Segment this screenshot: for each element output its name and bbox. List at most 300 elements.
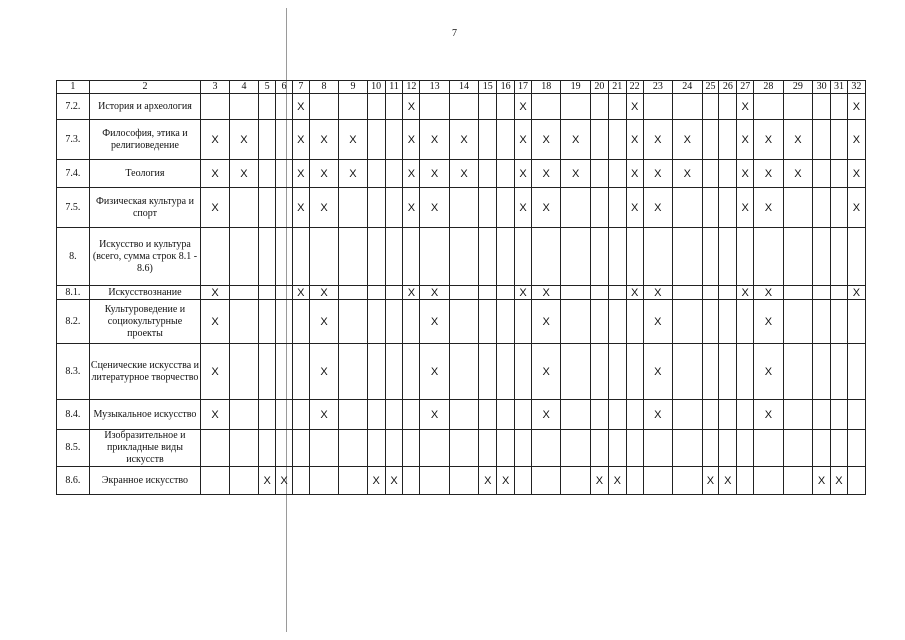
- mark-cell: [702, 300, 719, 344]
- mark-cell: [497, 344, 515, 400]
- mark-cell: [276, 300, 293, 344]
- mark-cell: X: [626, 188, 643, 228]
- mark-cell: X: [590, 467, 608, 495]
- mark-cell: [292, 400, 309, 430]
- mark-cell: [673, 300, 702, 344]
- mark-cell: [831, 94, 848, 120]
- mark-cell: X: [847, 120, 865, 160]
- mark-cell: [608, 228, 626, 286]
- mark-cell: X: [449, 120, 478, 160]
- row-name: История и археология: [89, 94, 201, 120]
- mark-cell: [847, 467, 865, 495]
- mark-cell: [702, 120, 719, 160]
- mark-cell: X: [673, 160, 702, 188]
- mark-cell: [479, 430, 497, 467]
- mark-cell: X: [420, 160, 449, 188]
- mark-cell: X: [754, 300, 783, 344]
- mark-cell: [813, 286, 831, 300]
- row-number: 7.2.: [57, 94, 90, 120]
- mark-cell: [385, 228, 403, 286]
- mark-cell: [229, 467, 258, 495]
- mark-cell: [403, 400, 420, 430]
- mark-cell: [719, 160, 737, 188]
- mark-cell: X: [719, 467, 737, 495]
- column-number: 12: [403, 81, 420, 94]
- mark-cell: [561, 400, 590, 430]
- mark-cell: [276, 344, 293, 400]
- mark-cell: [449, 94, 478, 120]
- row-number: 8.6.: [57, 467, 90, 495]
- mark-cell: X: [420, 344, 449, 400]
- mark-cell: [719, 286, 737, 300]
- mark-cell: [367, 430, 385, 467]
- mark-cell: X: [673, 120, 702, 160]
- mark-cell: [385, 120, 403, 160]
- mark-cell: [561, 344, 590, 400]
- mark-cell: [292, 467, 309, 495]
- mark-cell: [813, 160, 831, 188]
- mark-cell: [561, 94, 590, 120]
- mark-cell: X: [403, 188, 420, 228]
- mark-cell: [367, 94, 385, 120]
- mark-cell: X: [754, 160, 783, 188]
- mark-cell: [309, 467, 338, 495]
- mark-cell: [590, 286, 608, 300]
- mark-cell: [831, 120, 848, 160]
- mark-cell: [590, 400, 608, 430]
- column-number: 3: [201, 81, 229, 94]
- mark-cell: [497, 300, 515, 344]
- mark-cell: X: [831, 467, 848, 495]
- mark-cell: [276, 400, 293, 430]
- mark-cell: [515, 228, 532, 286]
- column-number: 4: [229, 81, 258, 94]
- mark-cell: [403, 300, 420, 344]
- mark-cell: [403, 430, 420, 467]
- mark-cell: X: [561, 120, 590, 160]
- column-number: 25: [702, 81, 719, 94]
- column-number: 28: [754, 81, 783, 94]
- mark-cell: [561, 286, 590, 300]
- mark-cell: [608, 300, 626, 344]
- row-number: 8.4.: [57, 400, 90, 430]
- mark-cell: X: [643, 188, 672, 228]
- mark-cell: [783, 286, 812, 300]
- mark-cell: [702, 344, 719, 400]
- mark-cell: [201, 228, 229, 286]
- mark-cell: [783, 344, 812, 400]
- mark-cell: [831, 344, 848, 400]
- table-row: [57, 300, 866, 344]
- mark-cell: X: [201, 344, 229, 400]
- mark-cell: [783, 228, 812, 286]
- column-number: 15: [479, 81, 497, 94]
- row-name: Сценические искусства и литературное творчество: [89, 344, 201, 400]
- mark-cell: [497, 94, 515, 120]
- mark-cell: X: [702, 467, 719, 495]
- row-name: Культуроведение и социокультурные проекты: [89, 300, 201, 344]
- mark-cell: [813, 400, 831, 430]
- mark-cell: [276, 430, 293, 467]
- mark-cell: [479, 400, 497, 430]
- mark-cell: [754, 467, 783, 495]
- mark-cell: [813, 120, 831, 160]
- mark-cell: [847, 228, 865, 286]
- mark-cell: [561, 300, 590, 344]
- mark-cell: X: [292, 160, 309, 188]
- table-row: [57, 188, 866, 228]
- mark-cell: X: [292, 286, 309, 300]
- mark-cell: [339, 94, 367, 120]
- mark-cell: [339, 344, 367, 400]
- mark-cell: [420, 430, 449, 467]
- column-number: 29: [783, 81, 812, 94]
- mark-cell: [276, 120, 293, 160]
- mark-cell: [497, 286, 515, 300]
- mark-cell: X: [754, 286, 783, 300]
- mark-cell: [719, 430, 737, 467]
- mark-cell: [479, 120, 497, 160]
- mark-cell: [561, 430, 590, 467]
- mark-cell: [385, 300, 403, 344]
- mark-cell: X: [737, 286, 754, 300]
- mark-cell: [561, 188, 590, 228]
- mark-cell: [449, 300, 478, 344]
- mark-cell: [403, 344, 420, 400]
- row-number: 7.3.: [57, 120, 90, 160]
- mark-cell: X: [531, 188, 560, 228]
- mark-cell: [719, 300, 737, 344]
- mark-cell: [385, 160, 403, 188]
- mark-cell: X: [229, 160, 258, 188]
- mark-cell: X: [201, 120, 229, 160]
- mark-cell: X: [309, 286, 338, 300]
- mark-cell: [737, 228, 754, 286]
- mark-cell: X: [515, 286, 532, 300]
- row-name: Физическая культура и спорт: [89, 188, 201, 228]
- mark-cell: [259, 160, 276, 188]
- mark-cell: X: [515, 94, 532, 120]
- mark-cell: [479, 160, 497, 188]
- mark-cell: X: [309, 344, 338, 400]
- mark-cell: [259, 286, 276, 300]
- mark-cell: [449, 286, 478, 300]
- mark-cell: [229, 430, 258, 467]
- mark-cell: X: [847, 94, 865, 120]
- mark-cell: X: [403, 286, 420, 300]
- mark-cell: X: [309, 400, 338, 430]
- mark-cell: X: [754, 344, 783, 400]
- mark-cell: X: [201, 160, 229, 188]
- row-name: Изобразительное и прикладные виды искусств: [89, 430, 201, 467]
- table-row: [57, 400, 866, 430]
- mark-cell: [479, 228, 497, 286]
- column-number: 20: [590, 81, 608, 94]
- mark-cell: [201, 94, 229, 120]
- row-name: Экранное искусство: [89, 467, 201, 495]
- mark-cell: X: [531, 400, 560, 430]
- mark-cell: [449, 228, 478, 286]
- mark-cell: [339, 188, 367, 228]
- mark-cell: X: [643, 286, 672, 300]
- mark-cell: X: [201, 400, 229, 430]
- mark-cell: [590, 228, 608, 286]
- mark-cell: X: [531, 300, 560, 344]
- mark-cell: [449, 344, 478, 400]
- mark-cell: [339, 228, 367, 286]
- mark-cell: [367, 160, 385, 188]
- mark-cell: [783, 400, 812, 430]
- mark-cell: X: [420, 188, 449, 228]
- mark-cell: [590, 188, 608, 228]
- mark-cell: [309, 430, 338, 467]
- mark-cell: [831, 188, 848, 228]
- mark-cell: [719, 120, 737, 160]
- mark-cell: [292, 228, 309, 286]
- column-number: 9: [339, 81, 367, 94]
- mark-cell: [754, 430, 783, 467]
- mark-cell: [673, 286, 702, 300]
- mark-cell: X: [626, 160, 643, 188]
- mark-cell: [367, 344, 385, 400]
- mark-cell: [229, 188, 258, 228]
- mark-cell: [643, 430, 672, 467]
- mark-cell: [385, 344, 403, 400]
- column-number: 21: [608, 81, 626, 94]
- mark-cell: [643, 94, 672, 120]
- mark-cell: [626, 300, 643, 344]
- mark-cell: [292, 300, 309, 344]
- mark-cell: X: [737, 160, 754, 188]
- mark-cell: [737, 344, 754, 400]
- mark-cell: [531, 228, 560, 286]
- mark-cell: [276, 94, 293, 120]
- mark-cell: [229, 344, 258, 400]
- mark-cell: X: [367, 467, 385, 495]
- mark-cell: [259, 120, 276, 160]
- mark-cell: [385, 94, 403, 120]
- column-number: 6: [276, 81, 293, 94]
- mark-cell: [497, 400, 515, 430]
- mark-cell: [831, 300, 848, 344]
- mark-cell: X: [643, 160, 672, 188]
- page-number: 7: [452, 28, 457, 39]
- mark-cell: [367, 286, 385, 300]
- mark-cell: [673, 467, 702, 495]
- mark-cell: X: [531, 120, 560, 160]
- mark-cell: [497, 160, 515, 188]
- mark-cell: X: [847, 188, 865, 228]
- table-row: [57, 344, 866, 400]
- mark-cell: [590, 94, 608, 120]
- column-number: 27: [737, 81, 754, 94]
- mark-cell: X: [847, 286, 865, 300]
- mark-cell: [737, 430, 754, 467]
- mark-cell: X: [201, 286, 229, 300]
- mark-cell: X: [608, 467, 626, 495]
- mark-cell: [626, 467, 643, 495]
- mark-cell: [497, 228, 515, 286]
- mark-cell: [702, 286, 719, 300]
- mark-cell: [608, 94, 626, 120]
- mark-cell: [673, 344, 702, 400]
- mark-cell: [702, 400, 719, 430]
- mark-cell: [497, 120, 515, 160]
- row-number: 8.1.: [57, 286, 90, 300]
- mark-cell: [643, 467, 672, 495]
- mark-cell: [259, 188, 276, 228]
- mark-cell: [590, 430, 608, 467]
- mark-cell: [719, 400, 737, 430]
- mark-cell: [626, 430, 643, 467]
- mark-cell: X: [276, 467, 293, 495]
- column-number: 11: [385, 81, 403, 94]
- mark-cell: [754, 94, 783, 120]
- mark-cell: [259, 430, 276, 467]
- mark-cell: X: [515, 160, 532, 188]
- mark-cell: [590, 344, 608, 400]
- column-number: 23: [643, 81, 672, 94]
- column-number: 22: [626, 81, 643, 94]
- column-number: 1: [57, 81, 90, 94]
- mark-cell: [719, 94, 737, 120]
- mark-cell: [831, 286, 848, 300]
- row-number: 8.2.: [57, 300, 90, 344]
- mark-cell: [847, 344, 865, 400]
- row-name: Искусство и культура (всего, сумма строк 8.1 - 8.6): [89, 228, 201, 286]
- mark-cell: [719, 228, 737, 286]
- table-row: [57, 430, 866, 467]
- mark-cell: [608, 344, 626, 400]
- mark-cell: X: [754, 188, 783, 228]
- mark-cell: [783, 300, 812, 344]
- mark-cell: X: [626, 120, 643, 160]
- table-row: [57, 160, 866, 188]
- mark-cell: X: [201, 188, 229, 228]
- mark-cell: [385, 430, 403, 467]
- mark-cell: [385, 188, 403, 228]
- mark-cell: X: [754, 400, 783, 430]
- mark-cell: X: [783, 120, 812, 160]
- mark-cell: X: [449, 160, 478, 188]
- mark-cell: [339, 300, 367, 344]
- mark-cell: X: [201, 300, 229, 344]
- mark-cell: [259, 400, 276, 430]
- mark-cell: [847, 430, 865, 467]
- mark-cell: [339, 400, 367, 430]
- mark-cell: [813, 344, 831, 400]
- table-row: [57, 286, 866, 300]
- mark-cell: [479, 286, 497, 300]
- mark-cell: [531, 467, 560, 495]
- mark-cell: [737, 467, 754, 495]
- mark-cell: [403, 467, 420, 495]
- mark-cell: [783, 94, 812, 120]
- mark-cell: [259, 94, 276, 120]
- column-number: 24: [673, 81, 702, 94]
- mark-cell: [515, 430, 532, 467]
- mark-cell: [229, 300, 258, 344]
- mark-cell: X: [309, 120, 338, 160]
- mark-cell: [590, 300, 608, 344]
- column-number-row: [57, 81, 866, 94]
- column-number: 7: [292, 81, 309, 94]
- mark-cell: [608, 188, 626, 228]
- mark-cell: [831, 228, 848, 286]
- table-row: [57, 120, 866, 160]
- mark-cell: [339, 286, 367, 300]
- mark-cell: [813, 188, 831, 228]
- mark-cell: X: [626, 94, 643, 120]
- mark-cell: X: [292, 94, 309, 120]
- mark-cell: X: [754, 120, 783, 160]
- mark-cell: X: [531, 344, 560, 400]
- mark-cell: [403, 228, 420, 286]
- mark-cell: X: [643, 120, 672, 160]
- mark-cell: [339, 467, 367, 495]
- mark-cell: [339, 430, 367, 467]
- mark-cell: [515, 344, 532, 400]
- column-number: 13: [420, 81, 449, 94]
- mark-cell: [229, 94, 258, 120]
- mark-cell: [626, 228, 643, 286]
- mark-cell: [385, 286, 403, 300]
- mark-cell: [367, 400, 385, 430]
- mark-cell: X: [420, 300, 449, 344]
- mark-cell: [590, 160, 608, 188]
- mark-cell: X: [420, 400, 449, 430]
- table-row: [57, 228, 866, 286]
- mark-cell: [449, 400, 478, 430]
- column-number: 26: [719, 81, 737, 94]
- mark-cell: [783, 188, 812, 228]
- row-name: Музыкальное искусство: [89, 400, 201, 430]
- mark-cell: [561, 228, 590, 286]
- table-row: [57, 94, 866, 120]
- mark-cell: [673, 430, 702, 467]
- mark-cell: [449, 188, 478, 228]
- mark-cell: X: [643, 400, 672, 430]
- mark-cell: [626, 400, 643, 430]
- mark-cell: [309, 228, 338, 286]
- mark-cell: [673, 94, 702, 120]
- mark-cell: [515, 300, 532, 344]
- mark-cell: [813, 94, 831, 120]
- mark-cell: [608, 286, 626, 300]
- column-number: 16: [497, 81, 515, 94]
- mark-cell: [201, 467, 229, 495]
- mark-cell: X: [309, 160, 338, 188]
- row-number: 8.3.: [57, 344, 90, 400]
- column-number: 5: [259, 81, 276, 94]
- mark-cell: X: [515, 120, 532, 160]
- mark-cell: [608, 160, 626, 188]
- mark-cell: X: [292, 188, 309, 228]
- mark-cell: [449, 430, 478, 467]
- column-number: 30: [813, 81, 831, 94]
- mark-cell: [737, 300, 754, 344]
- mark-cell: X: [813, 467, 831, 495]
- column-number: 8: [309, 81, 338, 94]
- mark-cell: [719, 188, 737, 228]
- table-row: [57, 467, 866, 495]
- column-number: 17: [515, 81, 532, 94]
- mark-cell: [702, 94, 719, 120]
- mark-cell: [673, 400, 702, 430]
- mark-cell: [783, 430, 812, 467]
- mark-cell: X: [497, 467, 515, 495]
- mark-cell: [497, 430, 515, 467]
